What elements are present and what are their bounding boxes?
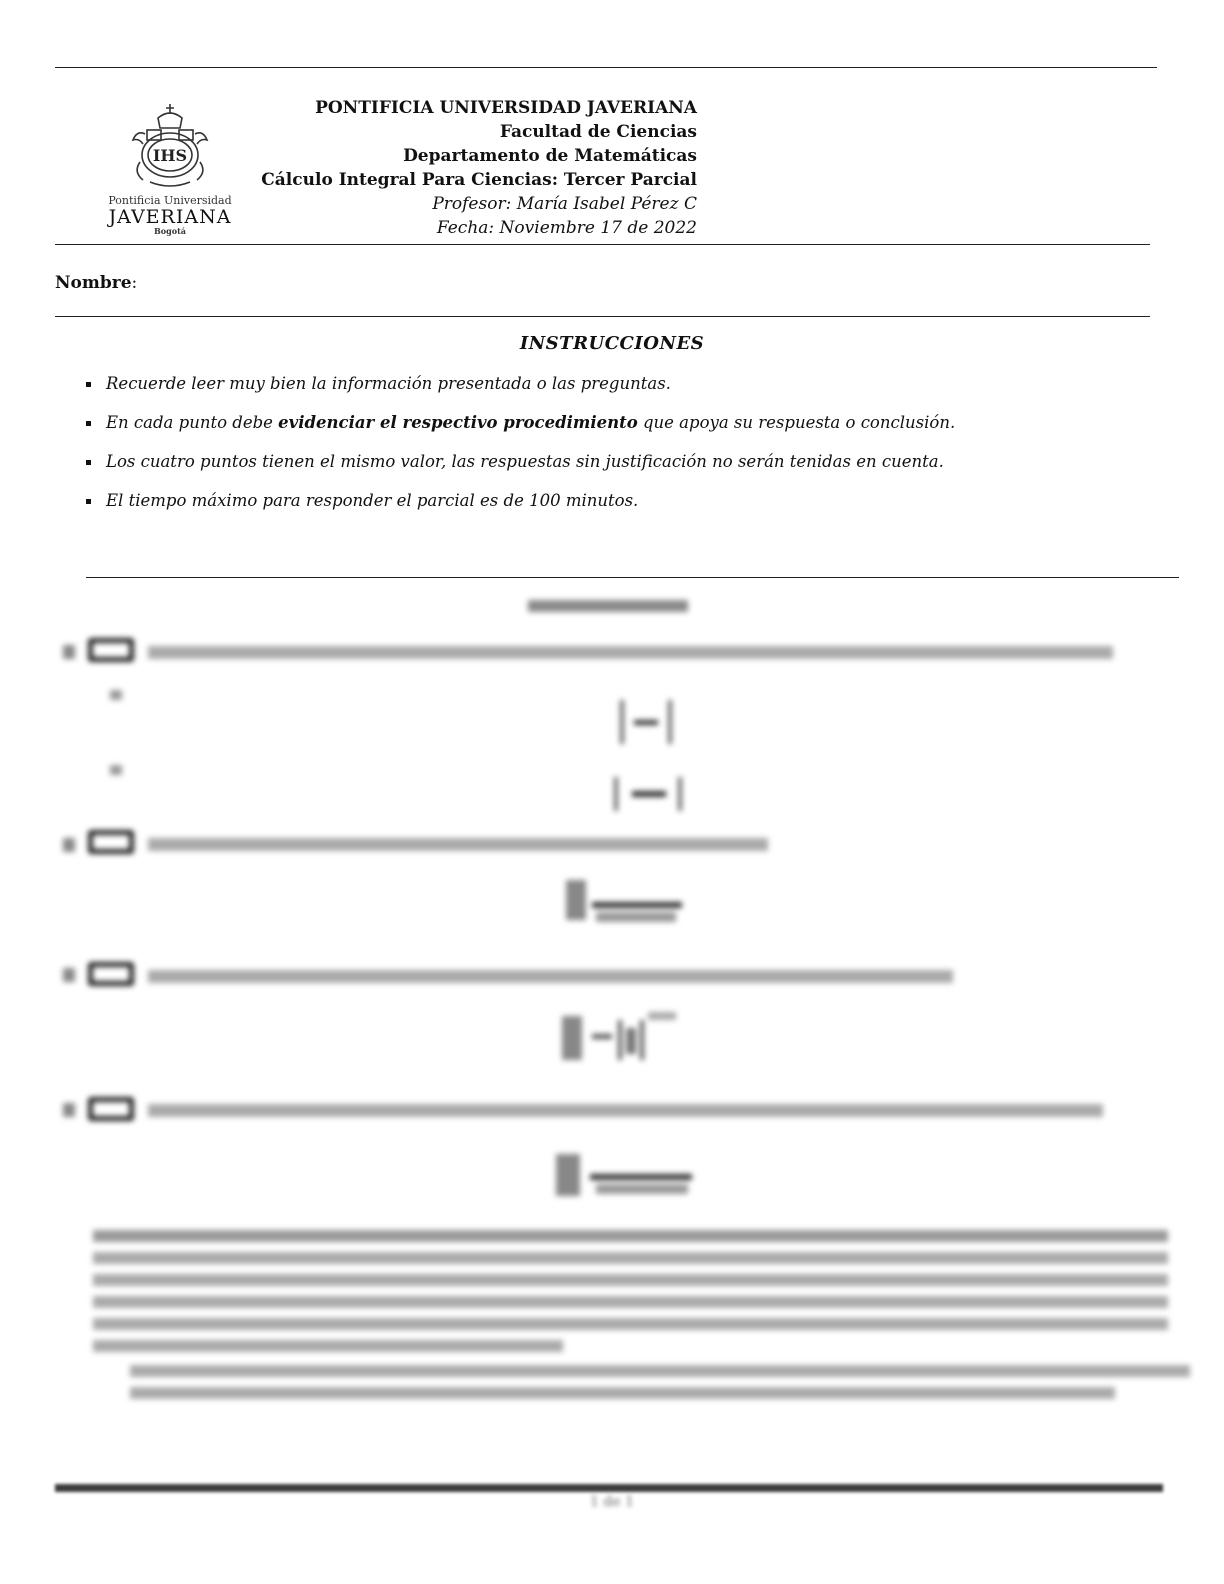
question-number [63, 968, 75, 982]
instruction-emphasis: evidenciar el respectivo procedimiento [278, 413, 638, 432]
department-name: Departamento de Matemáticas [403, 146, 697, 166]
points-box [88, 638, 134, 662]
points-box [88, 1097, 134, 1121]
formula [614, 775, 682, 811]
logo-line-3: Bogotá [154, 226, 186, 236]
name-field[interactable]: Nombre: [55, 273, 138, 293]
name-label: Nombre [55, 273, 132, 293]
question-number [63, 645, 75, 659]
question-text [148, 838, 768, 851]
instruction-text: Los cuatro puntos tienen el mismo valor, las respuestas sin justificación no serán tenidas en cuenta. [106, 452, 944, 471]
bonus-paragraph [93, 1225, 1168, 1352]
instructions-title: INSTRUCCIONES [519, 333, 705, 354]
subitem-label [110, 690, 122, 700]
university-name: PONTIFICIA UNIVERSIDAD JAVERIANA [315, 98, 697, 118]
instruction-text: El tiempo máximo para responder el parcial es de 100 minutos. [106, 491, 639, 510]
points-box [88, 830, 134, 854]
question-text [148, 646, 1113, 659]
question-number [63, 838, 75, 852]
bonus-subitem [108, 1360, 1190, 1399]
question-number [63, 1103, 75, 1117]
page-number: 1 de 1 [590, 1494, 634, 1510]
instruction-text: En cada punto debe [106, 413, 273, 432]
professor-name: Profesor: María Isabel Pérez C [432, 194, 697, 214]
instruction-text: que apoya su respuesta o conclusión. [642, 413, 956, 432]
subitem-label [110, 765, 122, 775]
points-box [88, 962, 134, 986]
question-text [148, 970, 953, 983]
course-title: Cálculo Integral Para Ciencias: Tercer Parcial [261, 170, 697, 190]
instruction-text: Recuerde leer muy bien la información presentada o las preguntas. [106, 374, 671, 393]
logo-line-2: JAVERIANA [108, 206, 232, 228]
logo-line-1: Pontificia Universidad [108, 194, 232, 207]
footer-bar [55, 1484, 1163, 1492]
formula [620, 700, 672, 744]
formula [562, 1010, 692, 1072]
blurred-section-title [528, 600, 688, 612]
exam-date: Fecha: Noviembre 17 de 2022 [436, 218, 697, 238]
faculty-name: Facultad de Ciencias [499, 122, 697, 142]
svg-text:IHS: IHS [152, 146, 188, 165]
question-text [148, 1104, 1103, 1117]
formula [566, 872, 686, 934]
formula [556, 1150, 696, 1202]
